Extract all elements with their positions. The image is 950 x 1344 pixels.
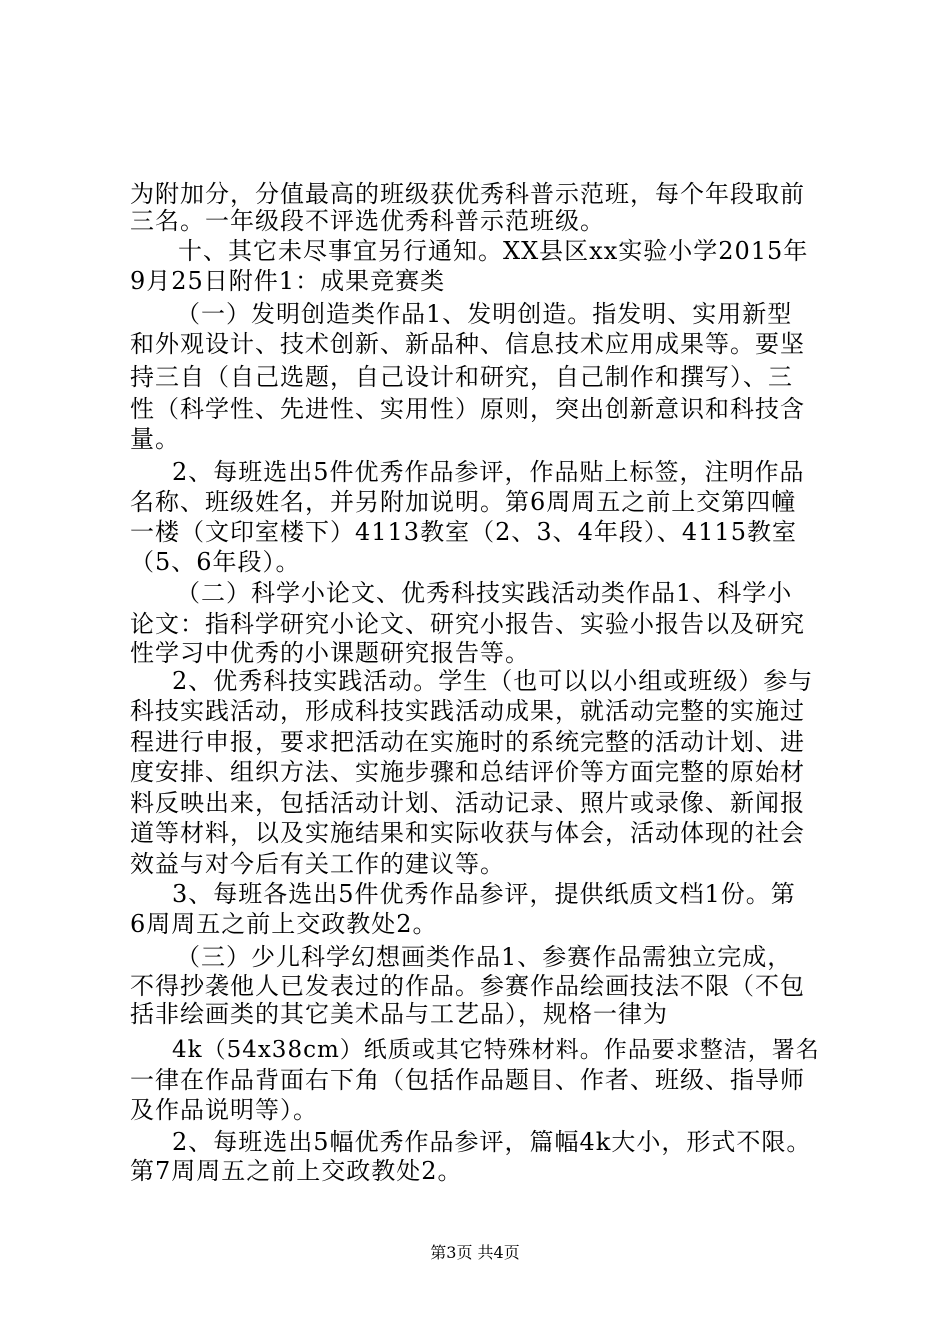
- text-line: 程进行申报，要求把活动在实施时的系统完整的活动计划、进: [130, 728, 805, 756]
- text-line: 度安排、组织方法、实施步骤和总结评价等方面完整的原始材: [130, 758, 805, 786]
- text-line: 括非绘画类的其它美术品与工艺品），规格一律为: [130, 1000, 668, 1028]
- text-line: 论文：指科学研究小论文、研究小报告、实验小报告以及研究: [130, 610, 805, 638]
- text-line: 性学习中优秀的小课题研究报告等。: [130, 639, 530, 667]
- text-line: 2、每班选出5幅优秀作品参评，篇幅4k大小，形式不限。: [172, 1128, 812, 1156]
- text-line: （三）少儿科学幻想画类作品1、参赛作品需独立完成，: [176, 943, 793, 971]
- text-line: （一）发明创造类作品1、发明创造。指发明、实用新型: [176, 300, 793, 328]
- text-line: 和外观设计、技术创新、新品种、信息技术应用成果等。要坚: [130, 330, 805, 358]
- text-line: 一律在作品背面右下角（包括作品题目、作者、班级、指导师: [130, 1066, 805, 1094]
- text-line: 名称、班级姓名，并另附加说明。第6周周五之前上交第四幢: [130, 488, 797, 516]
- text-line: 2、每班选出5件优秀作品参评，作品贴上标签，注明作品: [172, 458, 805, 486]
- text-line: 科技实践活动，形成科技实践活动成果，就活动完整的实施过: [130, 697, 805, 725]
- text-line: 2、优秀科技实践活动。学生（也可以以小组或班级）参与: [172, 667, 814, 695]
- text-line: 效益与对今后有关工作的建议等。: [130, 850, 505, 878]
- page-number-footer: 第3页 共4页: [430, 1243, 520, 1262]
- text-line: 为附加分，分值最高的班级获优秀科普示范班，每个年段取前: [130, 180, 805, 208]
- text-line: 三名。一年级段不评选优秀科普示范班级。: [130, 207, 605, 235]
- text-line: 4k（54x38cm）纸质或其它特殊材料。作品要求整洁，署名: [172, 1037, 820, 1063]
- text-line: 第7周周五之前上交政教处2。: [130, 1157, 463, 1185]
- text-line: 不得抄袭他人已发表过的作品。参赛作品绘画技法不限（不包: [130, 972, 805, 1000]
- text-line: 一楼（文印室楼下）4113教室（2、3、4年段）、4115教室: [130, 518, 797, 546]
- text-line: 料反映出来，包括活动计划、活动记录、照片或录像、新闻报: [130, 789, 805, 817]
- text-line: 9月25日附件1：成果竞赛类: [130, 267, 446, 295]
- text-line: 十、其它未尽事宜另行通知。XX县区xx实验小学2015年: [178, 237, 809, 265]
- text-line: 量。: [130, 425, 180, 453]
- text-line: （5、6年段）。: [130, 548, 301, 576]
- text-line: 3、每班各选出5件优秀作品参评，提供纸质文档1份。第: [172, 880, 796, 908]
- text-line: 道等材料，以及实施结果和实际收获与体会，活动体现的社会: [130, 819, 805, 847]
- text-line: 6周周五之前上交政教处2。: [130, 910, 438, 938]
- text-line: 持三自（自己选题，自己设计和研究，自己制作和撰写）、三: [130, 363, 793, 391]
- text-line: 性（科学性、先进性、实用性）原则，突出创新意识和科技含: [130, 395, 805, 423]
- text-line: （二）科学小论文、优秀科技实践活动类作品1、科学小: [176, 579, 793, 607]
- text-line: 及作品说明等）。: [130, 1096, 318, 1124]
